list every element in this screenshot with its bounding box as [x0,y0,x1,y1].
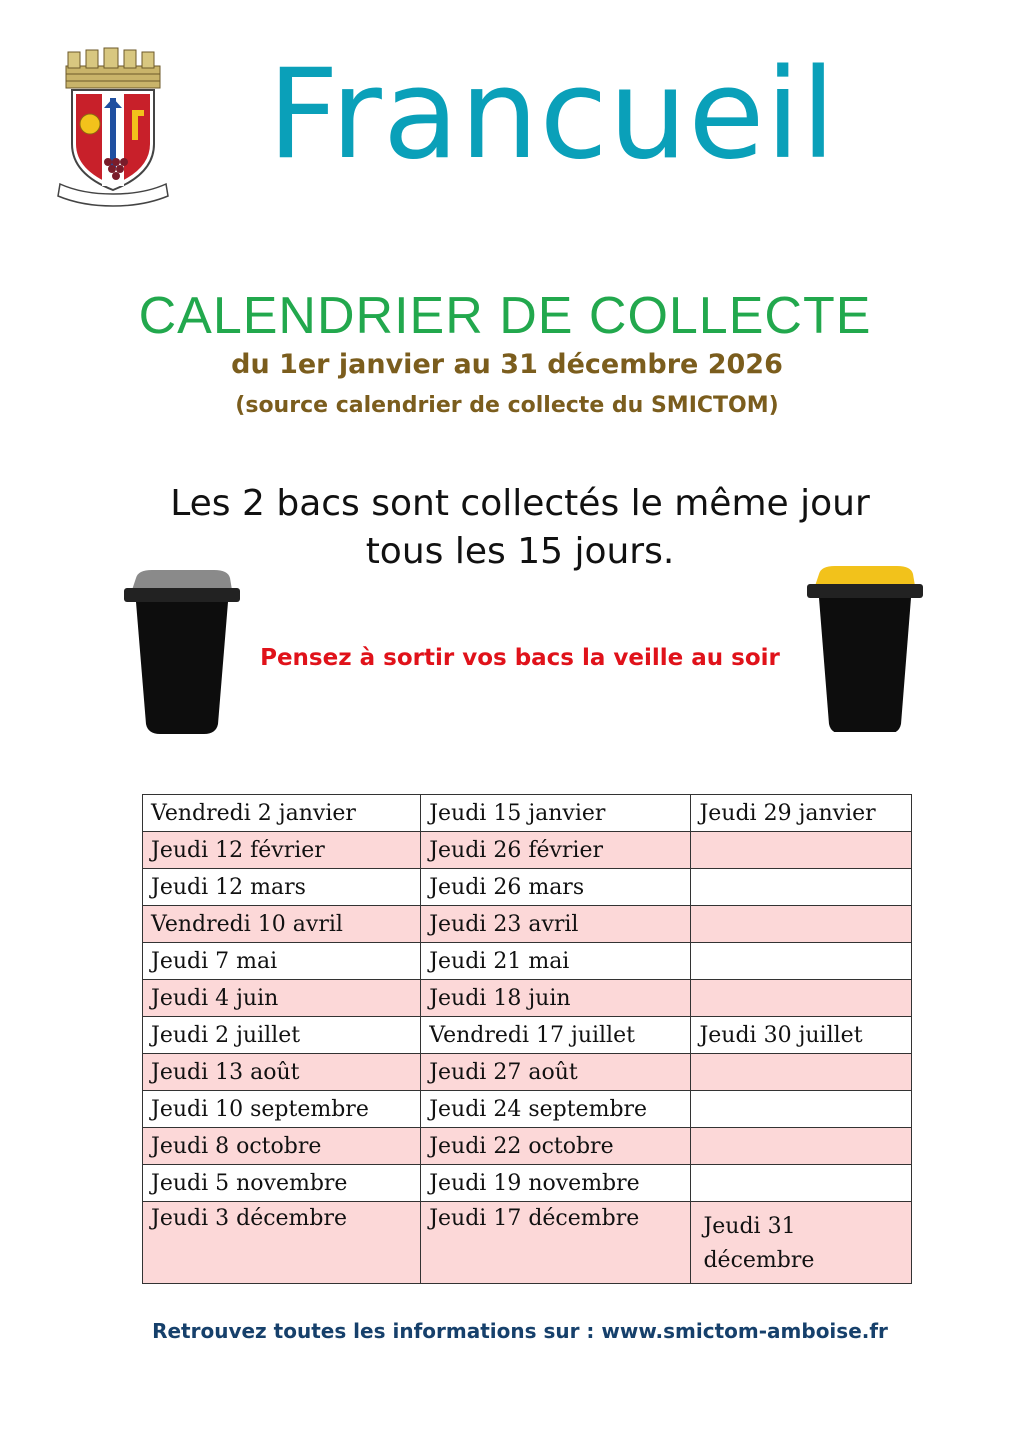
table-row [143,1202,912,1284]
table-row [143,1165,912,1202]
table-cell: Jeudi 4 juin [143,980,421,1017]
table-cell: Jeudi 21 mai [421,943,691,980]
table-cell: Vendredi 10 avril [143,906,421,943]
table-cell: Jeudi 24 septembre [421,1091,691,1128]
table-cell: Jeudi 10 septembre [143,1091,421,1128]
table-cell: Vendredi 2 janvier [143,795,421,832]
town-title: Francueil [267,43,837,187]
table-row [143,795,912,832]
table-cell: Jeudi 29 janvier [691,795,912,832]
table-row [143,1054,912,1091]
table-row [143,906,912,943]
table-row [143,943,912,980]
collection-schedule-table [142,794,912,1284]
table-cell [691,943,912,980]
calendar-period: du 1er janvier au 31 décembre 2026 [231,349,783,380]
table-cell: Jeudi 17 décembre [421,1202,691,1284]
table-cell: Jeudi 30 juillet [691,1017,912,1054]
table-cell [691,869,912,906]
footer-info: Retrouvez toutes les informations sur : www.smictom-amboise.fr [152,1319,888,1343]
table-cell: Vendredi 17 juillet [421,1017,691,1054]
table-row [143,832,912,869]
table-cell: Jeudi 8 octobre [143,1128,421,1165]
collection-info-line1: Les 2 bacs sont collectés le même jour [170,483,870,524]
table-cell: Jeudi 22 octobre [421,1128,691,1165]
table-cell [691,1165,912,1202]
collection-info-line2: tous les 15 jours. [365,531,675,572]
table-cell: Jeudi 23 avril [421,906,691,943]
table-cell: Jeudi 26 février [421,832,691,869]
table-row [143,869,912,906]
table-cell: Jeudi 3 décembre [143,1202,421,1284]
table-cell: Jeudi 27 août [421,1054,691,1091]
table-cell: Jeudi 12 mars [143,869,421,906]
table-cell: Jeudi 2 juillet [143,1017,421,1054]
table-cell: Jeudi 31 décembre [691,1202,912,1284]
table-cell [691,832,912,869]
table-cell: Jeudi 13 août [143,1054,421,1091]
table-row [143,1017,912,1054]
table-row [143,1091,912,1128]
calendar-source: (source calendrier de collecte du SMICTOM) [235,393,779,418]
table-cell: Jeudi 15 janvier [421,795,691,832]
table-cell [691,1128,912,1165]
table-row [143,980,912,1017]
table-cell [691,1054,912,1091]
table-cell [691,906,912,943]
reminder-text: Pensez à sortir vos bacs la veille au soir [260,645,780,671]
table-row [143,1128,912,1165]
table-cell: Jeudi 19 novembre [421,1165,691,1202]
table-cell: Jeudi 12 février [143,832,421,869]
table-cell: Jeudi 5 novembre [143,1165,421,1202]
table-cell: Jeudi 18 juin [421,980,691,1017]
table-cell [691,1091,912,1128]
table-cell: Jeudi 7 mai [143,943,421,980]
table-cell: Jeudi 26 mars [421,869,691,906]
calendar-title: CALENDRIER DE COLLECTE [138,287,872,345]
table-cell [691,980,912,1017]
